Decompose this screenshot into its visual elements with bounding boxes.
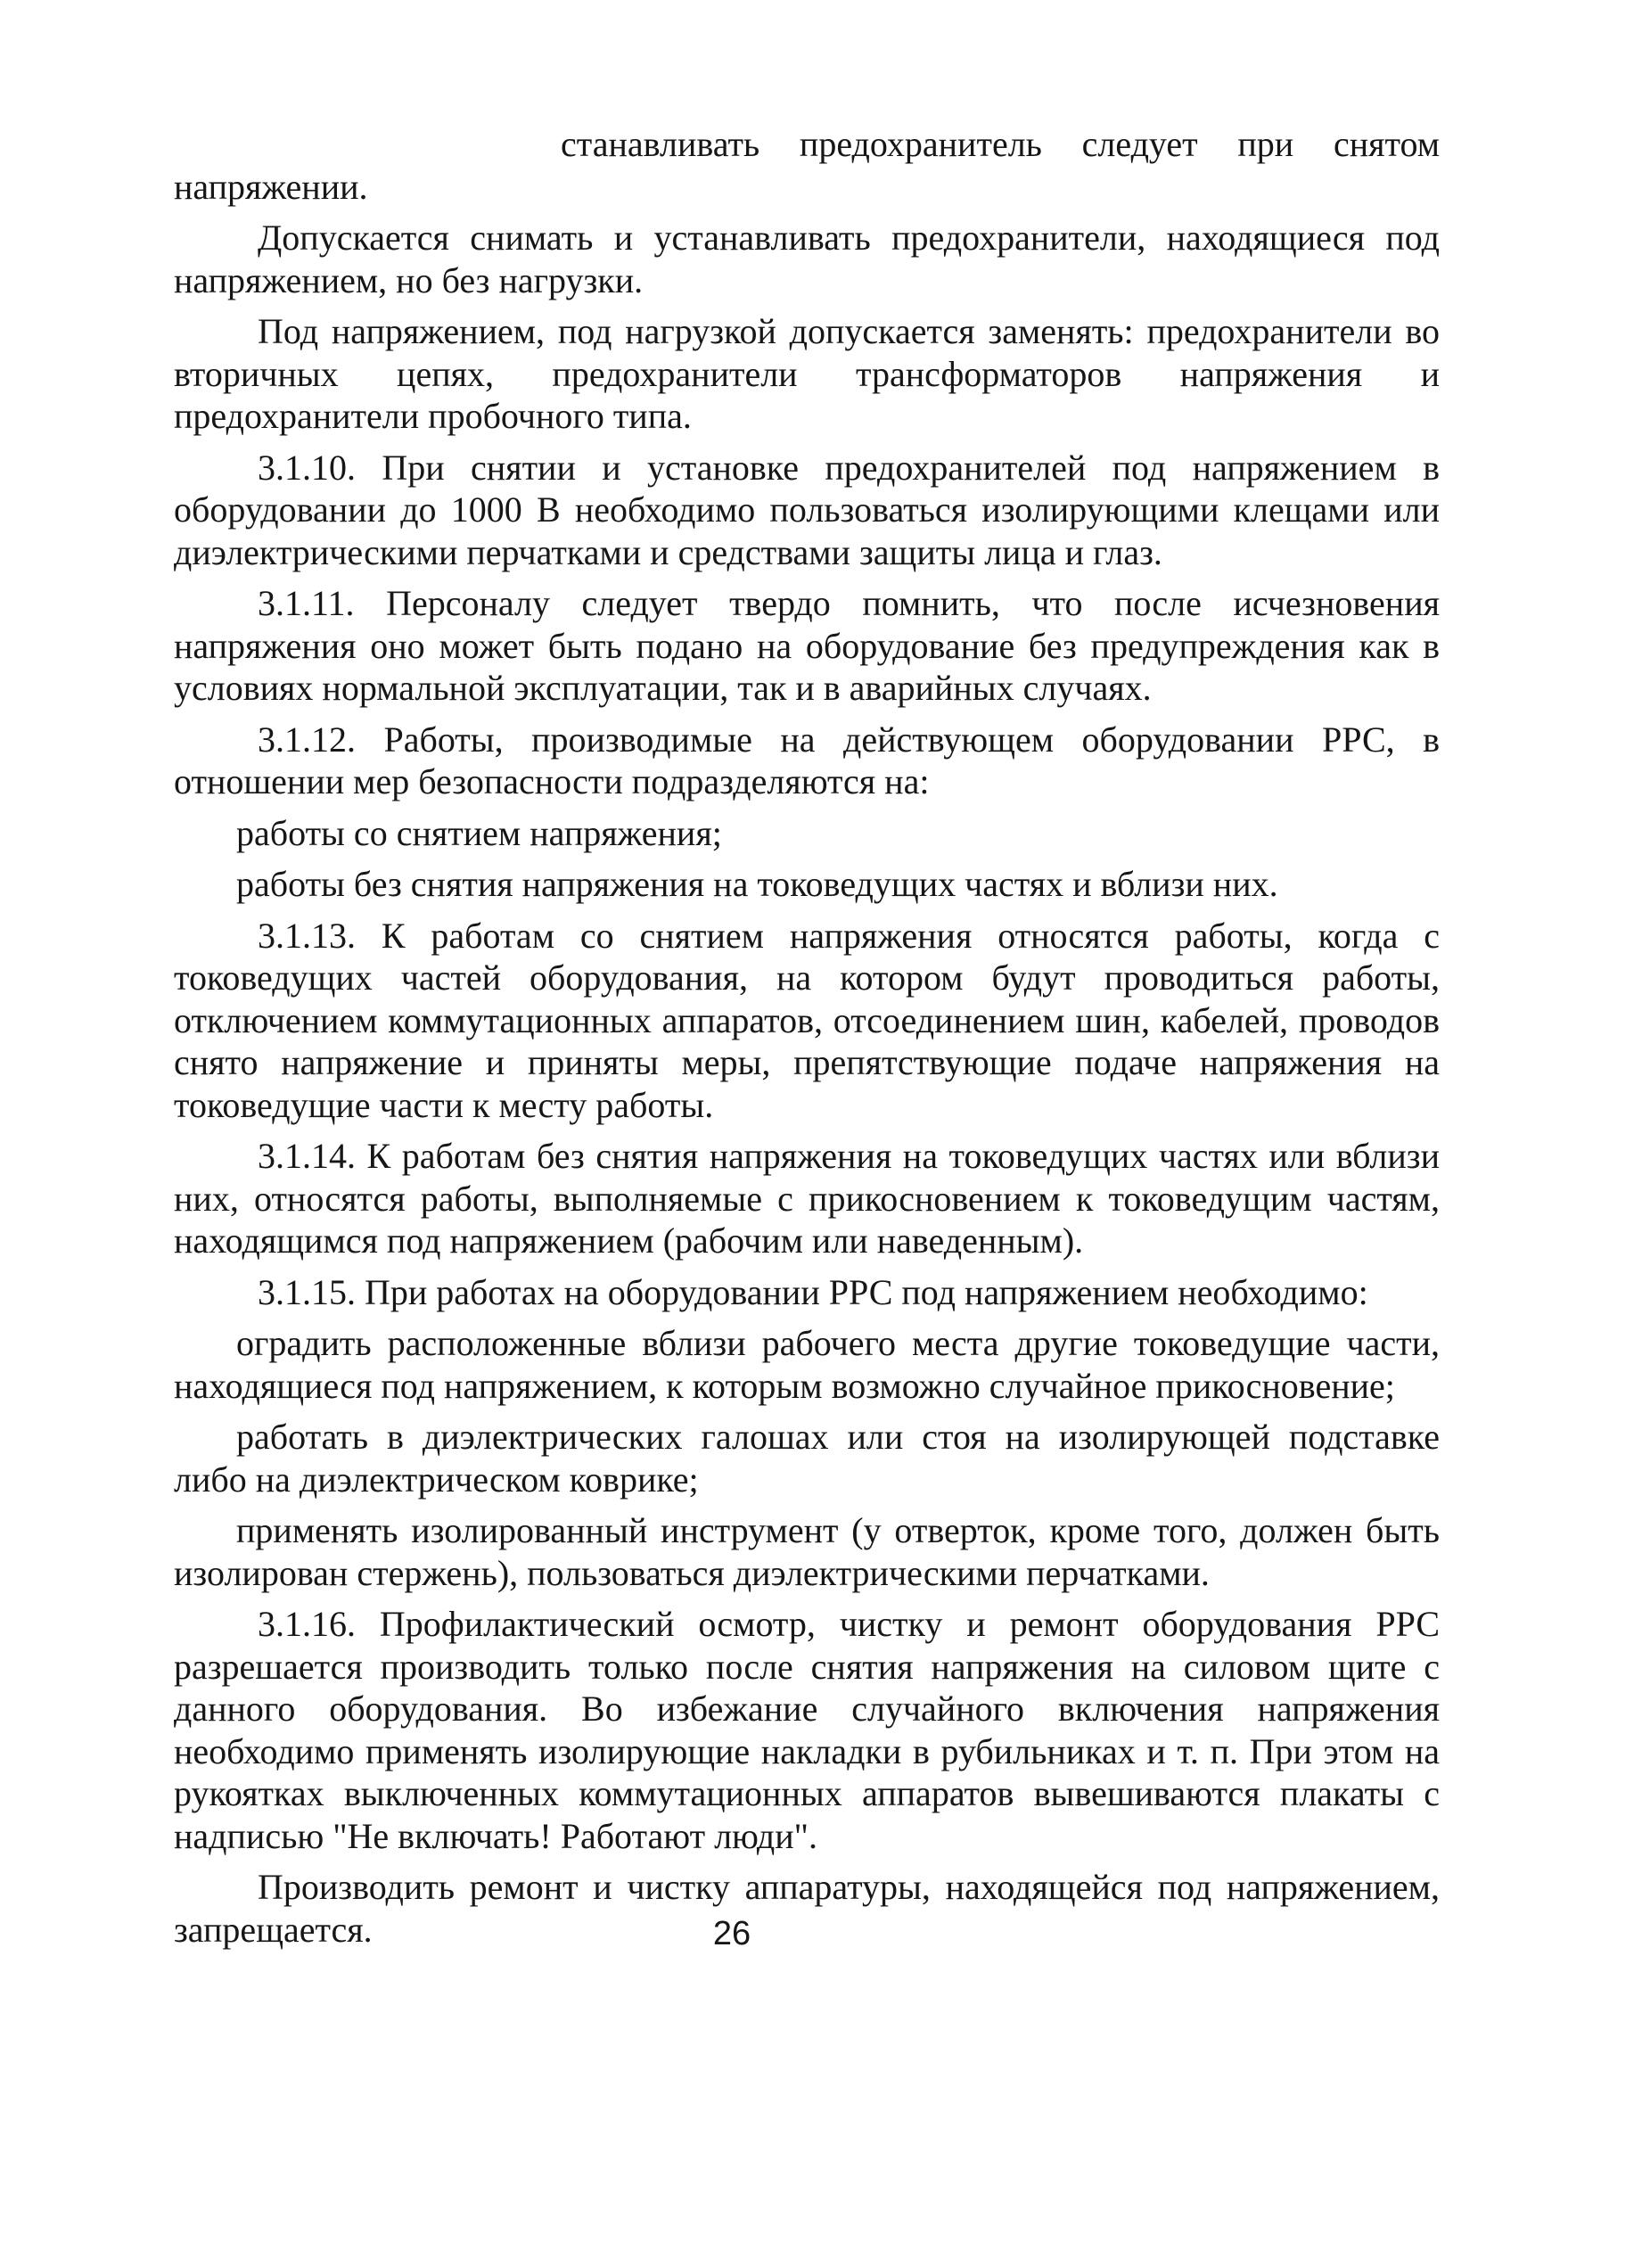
paragraph-prohibition: Производить ремонт и чистку аппаратуры, находящейся под напряжением, запрещается. xyxy=(174,1867,1440,1950)
paragraph-3-1-11: 3.1.11. Персоналу следует твердо помнить, что после исчезновения напряжения оно может быть подано на оборудование без предупреждения как в условиях нормальной эксплуатации, так и в аварийных случаях. xyxy=(174,583,1440,708)
paragraph-fuses-under-load: Под напряжением, под нагрузкой допускается заменять: предохранители во вторичных цепях, предохранители трансформаторов напряжения и предохранители пробочного типа. xyxy=(174,311,1440,436)
paragraph-3-1-15: 3.1.15. При работах на оборудовании РРС под напряжением необходимо: xyxy=(258,1271,1368,1312)
page-number: 26 xyxy=(712,1915,751,1952)
list-item-with-voltage-removal: работы со снятием напряжения; xyxy=(236,812,722,853)
document-body xyxy=(174,123,1440,1960)
paragraph-3-1-12: 3.1.12. Работы, производимые на действующем оборудовании РРС, в отношении мер безопасности подразделяются на: xyxy=(174,719,1440,801)
list-item-dielectric-galoshes: работать в диэлектрических галошах или стоя на изолирующей подставке либо на диэлектрическом коврике; xyxy=(174,1417,1440,1500)
paragraph-3-1-13: 3.1.13. К работам со снятием напряжения относятся работы, когда с токоведущих частей оборудования, на котором будут проводиться работы, отключением коммутационных аппаратов, отсоединением шин, кабелей, проводов снято напряжение и приняты меры, препятствующие подаче напряжения на токоведущие части к месту работы. xyxy=(174,915,1440,1125)
list-item-without-voltage-removal: работы без снятия напряжения на токоведущих частях и вблизи них. xyxy=(236,864,1278,904)
paragraph-fuses-no-load: Допускается снимать и устанавливать предохранители, находящиеся под напряжением, но без нагрузки. xyxy=(174,218,1440,300)
paragraph-3-1-16: 3.1.16. Профилактический осмотр, чистку и ремонт оборудования РРС разрешается производить только после снятия напряжения на силовом щите с данного оборудования. Во избежание случайного включения напряжения необходимо применять изолирующие накладки в рубильниках и т. п. При этом на рукоятках выключенных коммутационных аппаратов вывешиваются плакаты с надписью "Не включать! Работают люди". xyxy=(174,1604,1440,1856)
list-item-fence-parts: оградить расположенные вблизи рабочего места другие токоведущие части, находящиеся под напряжением, к которым возможно случайное прикосновение; xyxy=(174,1323,1440,1406)
paragraph-continuation: станавливать предохранитель следует при снятом напряжении. xyxy=(174,124,1440,207)
list-item-insulated-tools: применять изолированный инструмент (у отверток, кроме того, должен быть изолирован стержень), пользоваться диэлектрическими перчатками. xyxy=(174,1510,1440,1593)
paragraph-3-1-10: 3.1.10. При снятии и установке предохранителей под напряжением в оборудовании до 1000 В необходимо пользоваться изолирующими клещами или диэлектрическими перчатками и средствами защиты лица и глаз. xyxy=(174,447,1440,572)
paragraph-3-1-14: 3.1.14. К работам без снятия напряжения на токоведущих частях или вблизи них, относятся работы, выполняемые с прикосновением к токоведущим частям, находящимся под напряжением (рабочим или наведенным). xyxy=(174,1136,1440,1261)
